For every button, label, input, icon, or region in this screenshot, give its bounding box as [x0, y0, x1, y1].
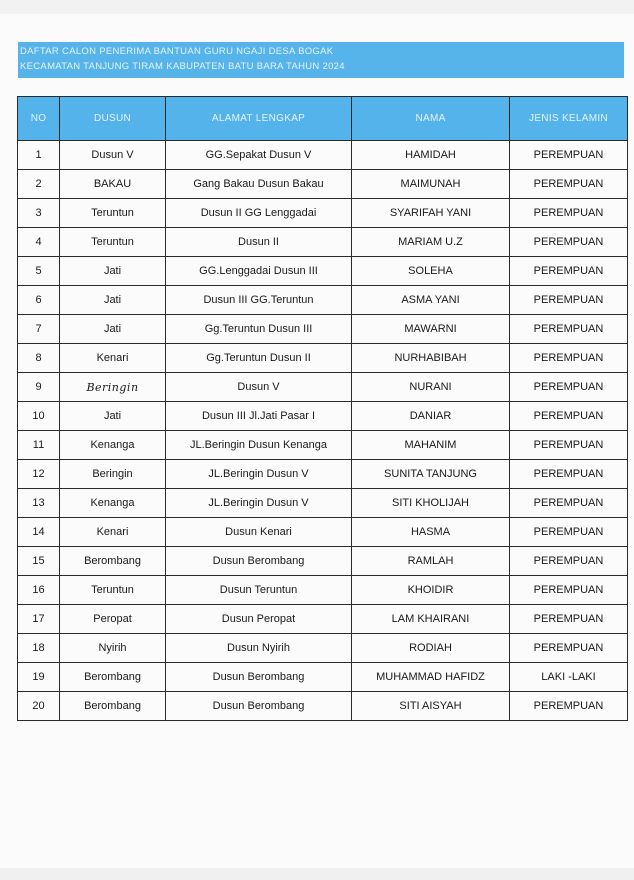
cell-nama: MUHAMMAD HAFIDZ — [352, 663, 510, 692]
cell-alamat: Gg.Teruntun Dusun II — [166, 344, 352, 373]
table-row — [18, 170, 628, 199]
cell-nama: HAMIDAH — [352, 141, 510, 170]
cell-no: 19 — [18, 663, 60, 692]
cell-dusun: Peropat — [60, 605, 166, 634]
cell-no: 7 — [18, 315, 60, 344]
cell-no: 12 — [18, 460, 60, 489]
cell-dusun: Nyirih — [60, 634, 166, 663]
cell-nama: RODIAH — [352, 634, 510, 663]
recipient-table — [17, 96, 628, 721]
cell-nama: NURANI — [352, 373, 510, 402]
cell-nama: SUNITA TANJUNG — [352, 460, 510, 489]
document-title-box — [18, 42, 624, 78]
cell-nama: KHOIDIR — [352, 576, 510, 605]
cell-alamat: Dusun V — [166, 373, 352, 402]
table-row — [18, 460, 628, 489]
table-row — [18, 228, 628, 257]
table-row — [18, 547, 628, 576]
cell-dusun: Dusun V — [60, 141, 166, 170]
cell-alamat: GG.Lenggadai Dusun III — [166, 257, 352, 286]
cell-alamat: GG.Sepakat Dusun V — [166, 141, 352, 170]
cell-nama: HASMA — [352, 518, 510, 547]
cell-jenis-kelamin: PEREMPUAN — [510, 518, 628, 547]
table-row — [18, 634, 628, 663]
table-body — [18, 141, 628, 721]
header-nama: NAMA — [352, 97, 510, 141]
cell-no: 14 — [18, 518, 60, 547]
cell-nama: MARIAM U.Z — [352, 228, 510, 257]
cell-jenis-kelamin: PEREMPUAN — [510, 315, 628, 344]
table-row — [18, 199, 628, 228]
table-row — [18, 141, 628, 170]
cell-no: 17 — [18, 605, 60, 634]
cell-alamat: Gg.Teruntun Dusun III — [166, 315, 352, 344]
cell-jenis-kelamin: PEREMPUAN — [510, 199, 628, 228]
cell-alamat: Dusun Kenari — [166, 518, 352, 547]
cell-alamat: JL.Beringin Dusun V — [166, 460, 352, 489]
cell-nama: RAMLAH — [352, 547, 510, 576]
table-row — [18, 692, 628, 721]
cell-jenis-kelamin: LAKI -LAKI — [510, 663, 628, 692]
cell-alamat: Gang Bakau Dusun Bakau — [166, 170, 352, 199]
top-band — [0, 0, 634, 14]
table-row — [18, 489, 628, 518]
cell-dusun: Jati — [60, 402, 166, 431]
cell-dusun: Kenanga — [60, 431, 166, 460]
header-no: NO — [18, 97, 60, 141]
cell-dusun: Kenari — [60, 344, 166, 373]
cell-jenis-kelamin: PEREMPUAN — [510, 489, 628, 518]
table-row — [18, 344, 628, 373]
cell-nama: SITI AISYAH — [352, 692, 510, 721]
cell-no: 15 — [18, 547, 60, 576]
title-line-1: DAFTAR CALON PENERIMA BANTUAN GURU NGAJI DESA BOGAK — [20, 46, 334, 57]
cell-jenis-kelamin: PEREMPUAN — [510, 170, 628, 199]
cell-dusun: Beringin — [60, 460, 166, 489]
cell-no: 10 — [18, 402, 60, 431]
cell-alamat: JL.Beringin Dusun Kenanga — [166, 431, 352, 460]
cell-alamat: JL.Beringin Dusun V — [166, 489, 352, 518]
cell-jenis-kelamin: PEREMPUAN — [510, 634, 628, 663]
cell-jenis-kelamin: PEREMPUAN — [510, 576, 628, 605]
cell-dusun: Teruntun — [60, 228, 166, 257]
table-row — [18, 402, 628, 431]
cell-no: 20 — [18, 692, 60, 721]
cell-no: 9 — [18, 373, 60, 402]
cell-dusun: Berombang — [60, 663, 166, 692]
table-row — [18, 605, 628, 634]
cell-alamat: Dusun Berombang — [166, 692, 352, 721]
table-row — [18, 315, 628, 344]
bottom-band — [0, 868, 634, 880]
table-row — [18, 257, 628, 286]
cell-no: 13 — [18, 489, 60, 518]
table-row — [18, 286, 628, 315]
header-dusun: DUSUN — [60, 97, 166, 141]
header-jenis-kelamin: JENIS KELAMIN — [510, 97, 628, 141]
header-alamat: ALAMAT LENGKAP — [166, 97, 352, 141]
cell-nama: ASMA YANI — [352, 286, 510, 315]
cell-alamat: Dusun Berombang — [166, 547, 352, 576]
cell-no: 6 — [18, 286, 60, 315]
cell-dusun: Jati — [60, 286, 166, 315]
cell-no: 3 — [18, 199, 60, 228]
cell-jenis-kelamin: PEREMPUAN — [510, 257, 628, 286]
cell-dusun: Jati — [60, 257, 166, 286]
cell-no: 8 — [18, 344, 60, 373]
cell-dusun: Kenanga — [60, 489, 166, 518]
cell-jenis-kelamin: PEREMPUAN — [510, 286, 628, 315]
cell-alamat: Dusun Nyirih — [166, 634, 352, 663]
table-row — [18, 373, 628, 402]
cell-dusun: Beringin — [60, 373, 166, 402]
cell-dusun: Berombang — [60, 692, 166, 721]
cell-nama: MAIMUNAH — [352, 170, 510, 199]
cell-no: 16 — [18, 576, 60, 605]
cell-nama: DANIAR — [352, 402, 510, 431]
cell-alamat: Dusun II — [166, 228, 352, 257]
cell-no: 2 — [18, 170, 60, 199]
cell-jenis-kelamin: PEREMPUAN — [510, 605, 628, 634]
cell-no: 4 — [18, 228, 60, 257]
title-line-2: KECAMATAN TANJUNG TIRAM KABUPATEN BATU BARA TAHUN 2024 — [20, 61, 345, 72]
cell-dusun: Jati — [60, 315, 166, 344]
cell-dusun: Berombang — [60, 547, 166, 576]
cell-dusun: Kenari — [60, 518, 166, 547]
cell-nama: LAM KHAIRANI — [352, 605, 510, 634]
cell-no: 11 — [18, 431, 60, 460]
cell-alamat: Dusun II GG Lenggadai — [166, 199, 352, 228]
cell-alamat: Dusun Peropat — [166, 605, 352, 634]
cell-jenis-kelamin: PEREMPUAN — [510, 344, 628, 373]
table-row — [18, 431, 628, 460]
cell-alamat: Dusun III GG.Teruntun — [166, 286, 352, 315]
table-row — [18, 518, 628, 547]
cell-jenis-kelamin: PEREMPUAN — [510, 692, 628, 721]
cell-nama: NURHABIBAH — [352, 344, 510, 373]
table-row — [18, 576, 628, 605]
cell-nama: SOLEHA — [352, 257, 510, 286]
cell-jenis-kelamin: PEREMPUAN — [510, 373, 628, 402]
cell-dusun: Teruntun — [60, 576, 166, 605]
cell-jenis-kelamin: PEREMPUAN — [510, 431, 628, 460]
cell-dusun: BAKAU — [60, 170, 166, 199]
cell-jenis-kelamin: PEREMPUAN — [510, 547, 628, 576]
cell-alamat: Dusun III Jl.Jati Pasar I — [166, 402, 352, 431]
table-row — [18, 663, 628, 692]
cell-alamat: Dusun Teruntun — [166, 576, 352, 605]
cell-no: 5 — [18, 257, 60, 286]
cell-nama: SYARIFAH YANI — [352, 199, 510, 228]
cell-jenis-kelamin: PEREMPUAN — [510, 141, 628, 170]
cell-dusun: Teruntun — [60, 199, 166, 228]
cell-no: 18 — [18, 634, 60, 663]
table-header-row — [18, 97, 628, 141]
cell-nama: SITI KHOLIJAH — [352, 489, 510, 518]
cell-no: 1 — [18, 141, 60, 170]
cell-jenis-kelamin: PEREMPUAN — [510, 460, 628, 489]
cell-jenis-kelamin: PEREMPUAN — [510, 402, 628, 431]
cell-jenis-kelamin: PEREMPUAN — [510, 228, 628, 257]
cell-nama: MAHANIM — [352, 431, 510, 460]
cell-nama: MAWARNI — [352, 315, 510, 344]
cell-alamat: Dusun Berombang — [166, 663, 352, 692]
